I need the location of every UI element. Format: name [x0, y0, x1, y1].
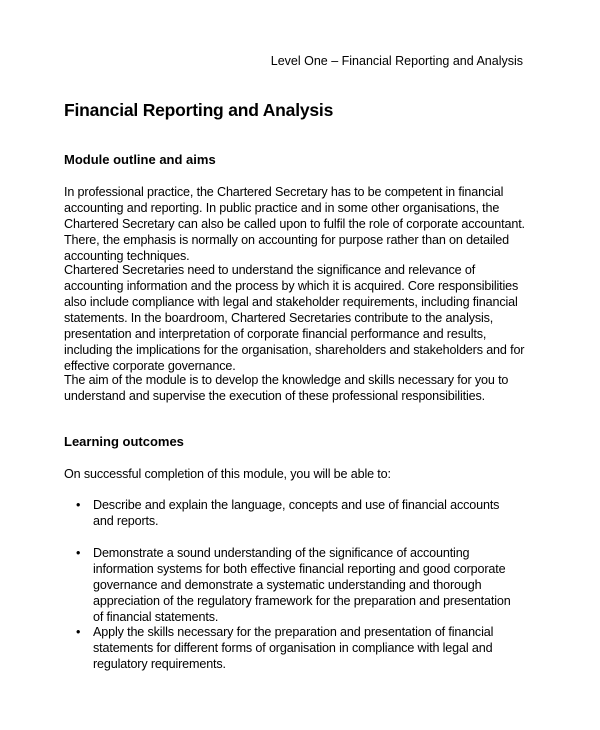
learning-outcome-text: Describe and explain the language, concepts and use of financial accounts and reports.: [93, 498, 500, 528]
list-item: [64, 624, 534, 672]
document-title: Financial Reporting and Analysis: [64, 100, 334, 120]
module-outline-heading: Module outline and aims: [64, 152, 216, 167]
bullet-icon: •: [76, 498, 81, 512]
module-outline-paragraph-2: Chartered Secretaries need to understand the significance and relevance of accounting information and the process by which it is acquired. Core responsibilities also include compliance with legal and stakeholder requirements, including financial statements. In the boardroom, Chartered Secretaries contribute to the analysis, presentation and interpretation of corporate financial performance and results, including the implications for the organisation, shareholders and stakeholders and for effective corporate governance.: [64, 263, 525, 373]
list-item: [64, 545, 534, 625]
running-header: Level One – Financial Reporting and Analysis: [270, 54, 523, 68]
learning-outcomes-intro: On successful completion of this module, you will be able to:: [64, 467, 391, 481]
bullet-icon: •: [76, 546, 81, 560]
list-item: [64, 497, 534, 529]
learning-outcome-text: Apply the skills necessary for the preparation and presentation of financial statements for different forms of organisation in compliance with legal and regulatory requirements.: [93, 625, 494, 671]
bullet-icon: •: [76, 625, 81, 639]
learning-outcome-text: Demonstrate a sound understanding of the significance of accounting information systems for both effective financial reporting and good corporate governance and demonstrate a systematic understanding and thorough appreciation of the regulatory framework for the preparation and presentation of financial statements.: [93, 546, 511, 624]
learning-outcomes-heading: Learning outcomes: [64, 434, 184, 449]
module-outline-paragraph-1: In professional practice, the Chartered Secretary has to be competent in financial accounting and reporting. In public practice and in some other organisations, the Chartered Secretary can also be called upon to fulfil the role of corporate accountant. There, the emphasis is normally on accounting for purpose rather than on detailed accounting techniques.: [64, 185, 525, 263]
module-outline-paragraph-3: The aim of the module is to develop the knowledge and skills necessary for you to understand and supervise the execution of these professional responsibilities.: [64, 373, 509, 403]
